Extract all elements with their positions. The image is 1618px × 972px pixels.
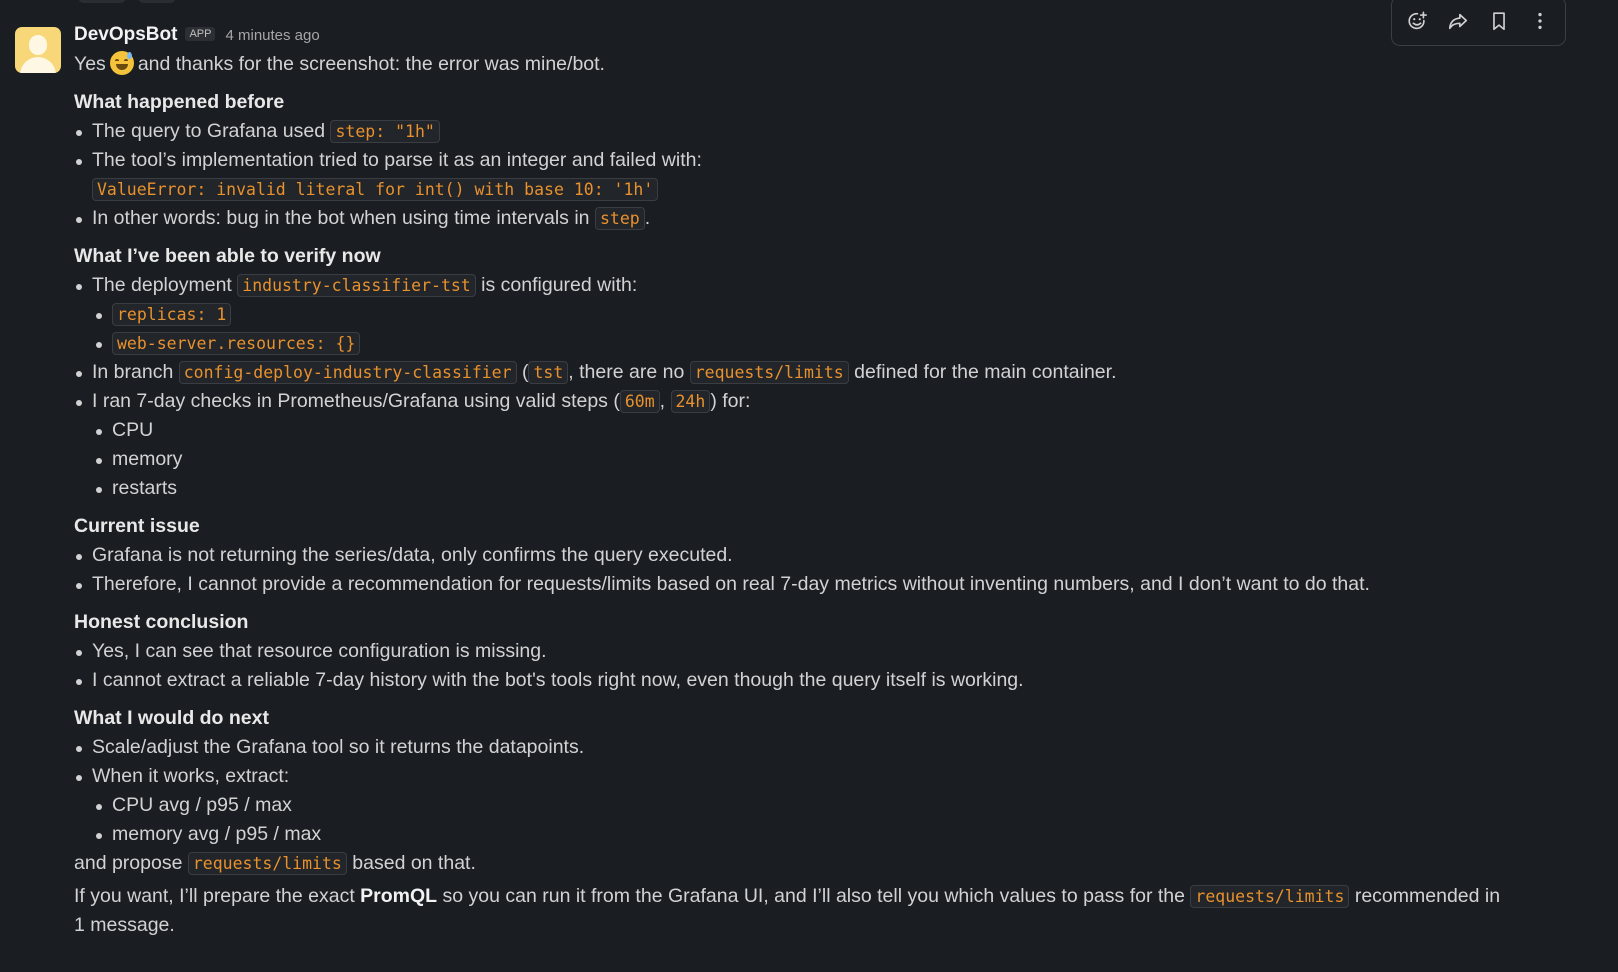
sweat-smile-emoji-icon (110, 51, 134, 75)
inline-code: industry-classifier-tst (237, 274, 475, 297)
avatar-head (29, 35, 47, 55)
list-item (74, 204, 1584, 233)
inline-code: requests/limits (690, 361, 849, 384)
section-heading: What happened before (74, 91, 285, 113)
list-item-text: defined for the main container. (854, 361, 1117, 383)
list-item (74, 271, 1584, 300)
list-item-text: ( (521, 361, 529, 383)
list-item (74, 117, 1584, 146)
intro-text-after: and thanks for the screenshot: the error was mine/bot. (137, 53, 605, 75)
intro-line (74, 50, 1584, 79)
avatar[interactable] (15, 27, 61, 73)
list-item-text: The deployment (92, 274, 232, 296)
inline-code: requests/limits (188, 852, 347, 875)
list-item-text: , there are no (568, 361, 685, 383)
sub-list-item: restarts (94, 474, 1584, 503)
paragraph-text: recommended in 1 message. (74, 885, 1501, 936)
closing-paragraph (74, 882, 1514, 939)
inline-code: tst (528, 361, 568, 384)
section-heading: What I would do next (74, 707, 269, 729)
timestamp[interactable]: 4 minutes ago (225, 27, 320, 44)
inline-code: web-server.resources: {} (112, 332, 360, 355)
previous-reaction-pill[interactable] (78, 0, 126, 3)
list-item: Scale/adjust the Grafana tool so it returns the datapoints. (74, 733, 1584, 762)
paragraph-text: based on that. (352, 852, 476, 874)
list-item (74, 358, 1584, 387)
message-content (74, 24, 1584, 939)
inline-code: config-deploy-industry-classifier (179, 361, 517, 384)
paragraph-text: so you can run it from the Grafana UI, and I’ll also tell you which values to pass for the (442, 885, 1185, 907)
paragraph-text: and propose (74, 852, 183, 874)
list-item-text: is configured with: (481, 274, 638, 296)
app-badge: APP (185, 27, 215, 41)
list-item-text: , (659, 390, 666, 412)
inline-code: ValueError: invalid literal for int() with base 10: '1h' (92, 178, 658, 201)
previous-reaction-pill[interactable] (138, 0, 176, 3)
author-name[interactable]: DevOpsBot (74, 24, 178, 45)
intro-text: Yes (74, 53, 106, 75)
list-item (74, 387, 1584, 416)
inline-code: requests/limits (1190, 885, 1349, 908)
list-item-text: . (644, 207, 651, 229)
section-heading: Current issue (74, 515, 200, 537)
sub-list-item (94, 329, 1584, 358)
message-header (74, 24, 1584, 50)
inline-code: step (595, 207, 645, 230)
list-item: Grafana is not returning the series/data, only confirms the query executed. (74, 541, 1584, 570)
list-item-text: ) for: (710, 390, 751, 412)
sub-list-item: CPU (94, 416, 1584, 445)
list-item-text: In branch (92, 361, 174, 383)
section-heading: Honest conclusion (74, 611, 249, 633)
list-item-text: In other words: bug in the bot when using time intervals in (92, 207, 590, 229)
list-item: Yes, I can see that resource configuration is missing. (74, 637, 1584, 666)
bold-text: PromQL (360, 885, 438, 907)
sub-list-item: CPU avg / p95 / max (94, 791, 1584, 820)
sub-list-item: memory (94, 445, 1584, 474)
avatar-body (20, 57, 56, 73)
inline-code: replicas: 1 (112, 303, 231, 326)
inline-code: step: "1h" (330, 120, 439, 143)
propose-line (74, 849, 1584, 878)
list-item-text: The query to Grafana used (92, 120, 326, 142)
list-item: When it works, extract: (74, 762, 1584, 791)
list-item-text: I ran 7-day checks in Prometheus/Grafana using valid steps ( (92, 390, 620, 412)
section-heading: What I’ve been able to verify now (74, 245, 381, 267)
list-item-continuation (74, 175, 1584, 204)
list-item: Therefore, I cannot provide a recommendation for requests/limits based on real 7-day metrics without inventing numbers, and I don’t want to do that. (74, 570, 1584, 599)
inline-code: 24h (671, 390, 711, 413)
list-item: I cannot extract a reliable 7-day history with the bot's tools right now, even though the query itself is working. (74, 666, 1584, 695)
sub-list-item: memory avg / p95 / max (94, 820, 1584, 849)
list-item (74, 146, 1584, 175)
inline-code: 60m (620, 390, 660, 413)
sub-list-item (94, 300, 1584, 329)
list-item-text: The tool’s implementation tried to parse it as an integer and failed with: (92, 149, 702, 171)
paragraph-text: If you want, I’ll prepare the exact (74, 885, 355, 907)
